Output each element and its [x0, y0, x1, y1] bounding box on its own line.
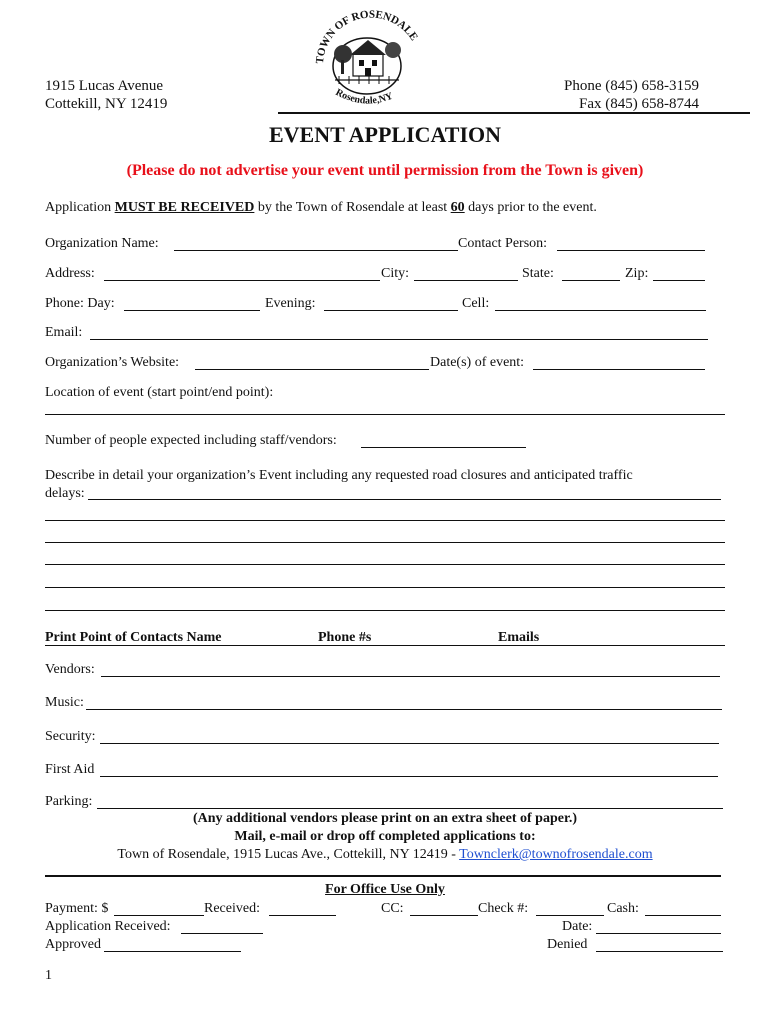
header-rule: [278, 112, 750, 114]
describe-field-line4[interactable]: [45, 564, 725, 565]
describe-field-line6[interactable]: [45, 610, 725, 611]
describe-label-line1: Describe in detail your organization’s Event including any requested road closures and anticipated traffic: [45, 468, 633, 483]
intro-prefix: Application: [45, 200, 115, 215]
town-clerk-email-link[interactable]: Townclerk@townofrosendale.com: [459, 847, 653, 862]
check-field[interactable]: [536, 915, 604, 916]
header-fax: Fax (845) 658-8744: [579, 96, 699, 112]
contacts-row-music: Music:: [45, 695, 84, 710]
approved-field[interactable]: [104, 951, 241, 952]
cash-label: Cash:: [607, 901, 639, 916]
location-field[interactable]: [45, 414, 725, 415]
vendors-field[interactable]: [101, 676, 720, 677]
describe-field-line2[interactable]: [45, 520, 725, 521]
date-field[interactable]: [596, 933, 721, 934]
office-use-heading: For Office Use Only: [325, 882, 445, 897]
cell-field[interactable]: [495, 310, 706, 311]
zip-field[interactable]: [653, 280, 705, 281]
website-field[interactable]: [195, 369, 429, 370]
city-label: City:: [381, 266, 410, 281]
first-aid-field[interactable]: [100, 776, 718, 777]
contacts-header-underline: [45, 645, 725, 646]
dates-field[interactable]: [533, 369, 705, 370]
address-field[interactable]: [104, 280, 380, 281]
advertise-warning: (Please do not advertise your event until permission from the Town is given): [126, 162, 644, 179]
intro-middle: by the Town of Rosendale at least: [254, 200, 451, 215]
payment-field[interactable]: [114, 915, 204, 916]
header-phone: Phone (845) 658-3159: [564, 78, 699, 94]
approved-label: Approved: [45, 937, 101, 952]
submission-address: [0, 847, 770, 863]
evening-field[interactable]: [324, 310, 458, 311]
header-address-line2: Cottekill, NY 12419: [45, 96, 168, 112]
town-seal-logo: [305, 2, 435, 112]
date-label: Date:: [562, 919, 593, 934]
received-label: Received:: [204, 901, 260, 916]
state-field[interactable]: [562, 280, 620, 281]
intro-suffix: days prior to the event.: [464, 200, 597, 215]
security-field[interactable]: [100, 743, 719, 744]
cell-label: Cell:: [462, 296, 490, 311]
org-name-field[interactable]: [174, 250, 458, 251]
application-received-label: Application Received:: [45, 919, 171, 934]
describe-field-line3[interactable]: [45, 542, 725, 543]
office-divider: [45, 875, 721, 877]
contacts-row-parking: Parking:: [45, 794, 93, 809]
contact-person-field[interactable]: [557, 250, 705, 251]
email-field[interactable]: [90, 339, 708, 340]
intro-text: [45, 200, 597, 216]
music-field[interactable]: [86, 709, 722, 710]
seal-text-bottom: Rosendale,NY: [333, 86, 395, 107]
cash-field[interactable]: [645, 915, 721, 916]
parking-field[interactable]: [97, 808, 723, 809]
payment-label: Payment: $: [45, 901, 109, 916]
intro-emphasis: MUST BE RECEIVED: [114, 200, 255, 215]
check-label: Check #:: [478, 901, 529, 916]
contacts-row-first-aid: First Aid: [45, 762, 95, 777]
people-field[interactable]: [361, 447, 526, 448]
denied-label: Denied: [547, 937, 588, 952]
contacts-row-vendors: Vendors:: [45, 662, 95, 677]
contacts-col-phone: Phone #s: [318, 630, 372, 645]
evening-label: Evening:: [265, 296, 316, 311]
seal-text-top: TOWN OF ROSENDALE: [313, 8, 420, 65]
email-label: Email:: [45, 325, 83, 340]
received-field[interactable]: [269, 915, 336, 916]
website-label: Organization’s Website:: [45, 355, 180, 370]
location-label: Location of event (start point/end point):: [45, 385, 274, 400]
cc-field[interactable]: [410, 915, 478, 916]
mail-instructions: Mail, e-mail or drop off completed applications to:: [234, 829, 536, 844]
contacts-row-security: Security:: [45, 729, 96, 744]
header-address-line1: 1915 Lucas Avenue: [45, 78, 164, 94]
application-received-field[interactable]: [181, 933, 263, 934]
dates-label: Date(s) of event:: [430, 355, 525, 370]
describe-field-line1[interactable]: [88, 499, 721, 500]
contacts-col-emails: Emails: [498, 630, 540, 645]
denied-field[interactable]: [596, 951, 723, 952]
page-title: EVENT APPLICATION: [268, 122, 502, 147]
people-label: Number of people expected including staff/vendors:: [45, 433, 337, 448]
cc-label: CC:: [381, 901, 404, 916]
state-label: State:: [522, 266, 554, 281]
contacts-col-name: Print Point of Contacts Name: [45, 630, 222, 645]
intro-days: 60: [450, 200, 465, 215]
describe-label-line2: delays:: [45, 486, 85, 501]
describe-field-line5[interactable]: [45, 587, 725, 588]
org-name-label: Organization Name:: [45, 236, 159, 251]
submission-address-text: Town of Rosendale, 1915 Lucas Ave., Cottekill, NY 12419 -: [117, 847, 460, 862]
address-label: Address:: [45, 266, 95, 281]
page-number: 1: [45, 968, 52, 983]
contact-person-label: Contact Person:: [458, 236, 548, 251]
phone-day-label: Phone: Day:: [45, 296, 115, 311]
zip-label: Zip:: [625, 266, 649, 281]
phone-day-field[interactable]: [124, 310, 260, 311]
extra-sheet-note: (Any additional vendors please print on an extra sheet of paper.): [192, 811, 578, 826]
city-field[interactable]: [414, 280, 518, 281]
